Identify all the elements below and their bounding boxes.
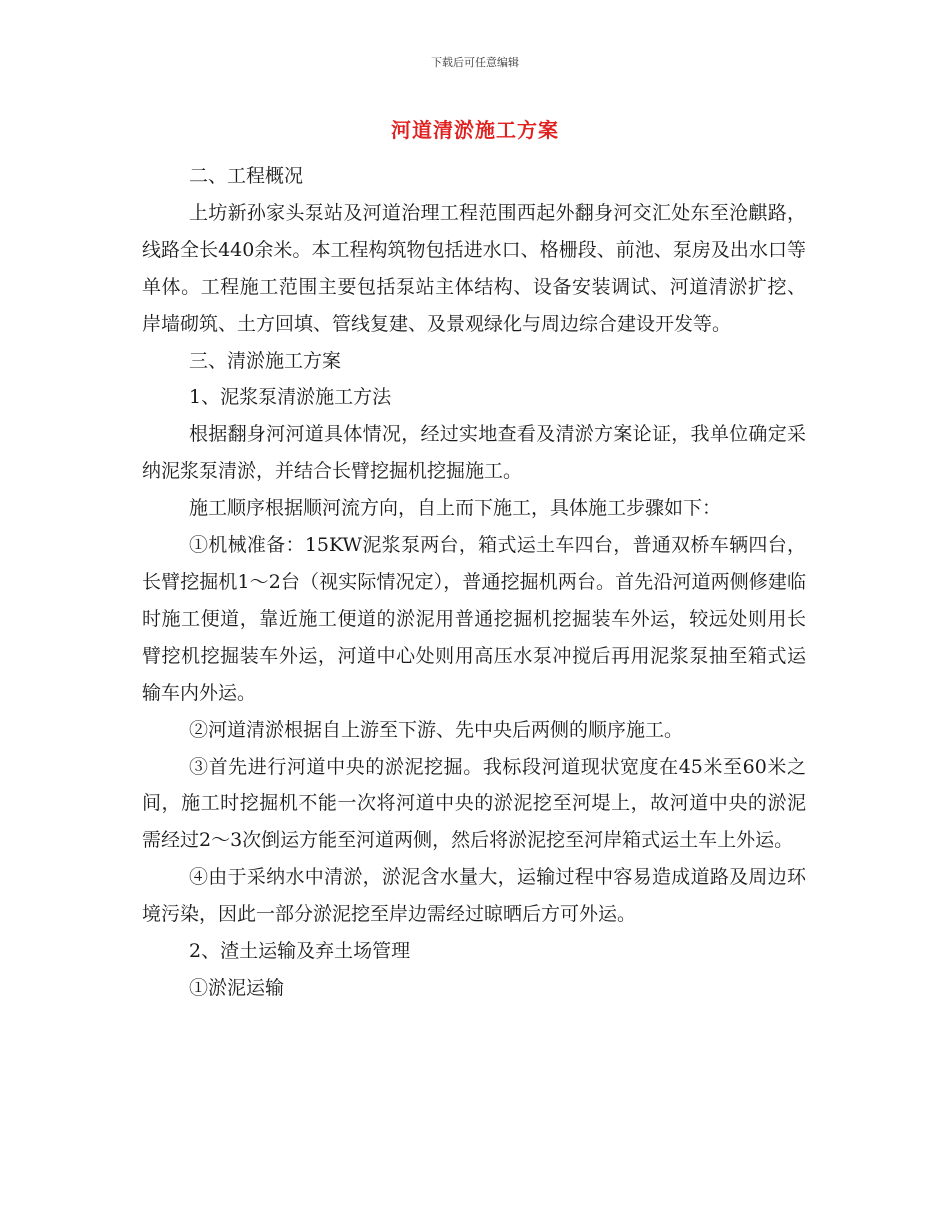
step-central-excavation: ③首先进行河道中央的淤泥挖掘。我标段河道现状宽度在45米至60米之间，施工时挖掘机不能一次将河道中央的淤泥挖至河堤上，故河道中央的淤泥需经过2～3次倒运方能至河道两侧，然后将淤泥挖至河岸箱式运土车上外运。 [142,755,806,852]
document-body [142,158,806,1007]
subsection-heading-mud-pump: 1、泥浆泵清淤施工方法 [189,386,392,409]
paragraph-construction-order: 施工顺序根据顺河流方向，自上而下施工，具体施工步骤如下： [189,497,722,520]
step-dredging-sequence: ②河道清淤根据自上游至下游、先中央后两侧的顺序施工。 [189,718,684,741]
paragraph-method-choice: 根据翻身河河道具体情况，经过实地查看及清淤方案论证，我单位确定采纳泥浆泵清淤，并结合长臂挖掘机挖掘施工。 [142,423,806,483]
section-heading-overview: 二、工程概况 [189,165,304,187]
section-heading-dredging-plan: 三、清淤施工方案 [189,349,342,372]
item-sludge-transport: ①淤泥运输 [189,976,285,999]
step-machinery-preparation: ①机械准备：15KW泥浆泵两台，箱式运土车四台，普通双桥车辆四台，长臂挖掘机1～2台（视实际情况定），普通挖掘机两台。首先沿河道两侧修建临时施工便道，靠近施工便道的淤泥用普通挖掘机挖掘装车外运，较远处则用长臂挖机挖掘装车外运，河道中心处则用高压水泵冲搅后再用泥浆泵抽至箱式运输车内外运。 [142,534,806,704]
subsection-heading-soil-transport: 2、渣土运输及弃土场管理 [189,940,411,963]
step-drying-transport: ④由于采纳水中清淤，淤泥含水量大，运输过程中容易造成道路及周边环境污染，因此一部分淤泥挖至岸边需经过晾晒后方可外运。 [142,866,806,926]
page-header-note: 下载后可任意编辑 [431,56,519,69]
document-title: 河道清淤施工方案 [391,118,559,142]
paragraph-project-scope: 上坊新孙家头泵站及河道治理工程范围西起外翻身河交汇处东至沧麒路，线路全长440余米。本工程构筑物包括进水口、格栅段、前池、泵房及出水口等单体。工程施工范围主要包括泵站主体结构、设备安装调试、河道清淤扩挖、岸墙砌筑、土方回填、管线复建、及景观绿化与周边综合建设开发等。 [142,201,806,335]
